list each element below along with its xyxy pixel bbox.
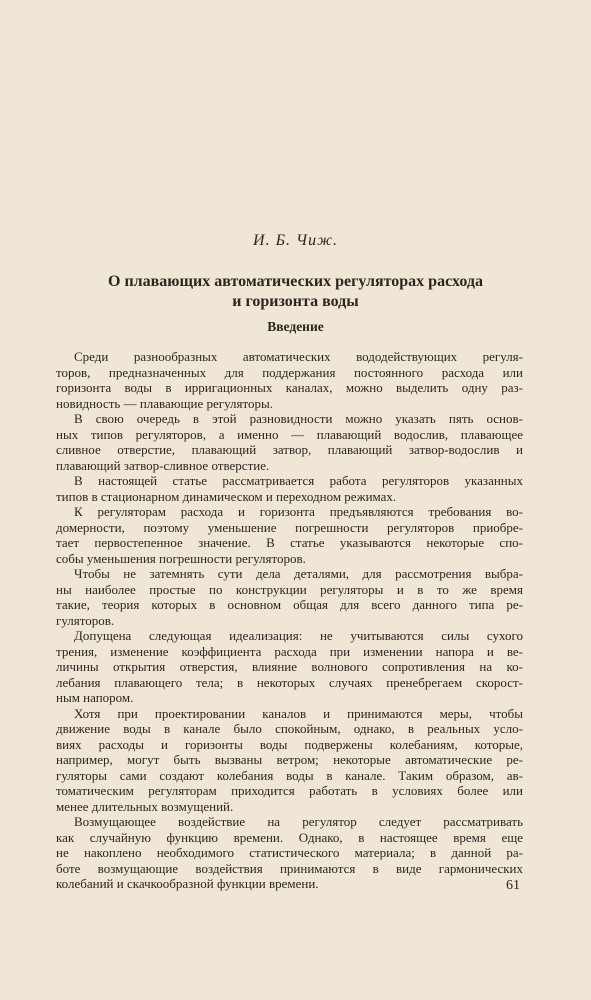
text-line: собы уменьшения погрешности регуляторов. — [56, 550, 306, 566]
text-line: ны наиболее простые по конструкции регуляторы и в то же время — [56, 581, 523, 597]
text-line: новидность — плавающие регуляторы. — [56, 395, 273, 411]
text-line: горизонта воды в ирригационных каналах, можно выделить одну раз- — [56, 380, 523, 395]
page-number: 61 — [506, 878, 520, 893]
text-line: гуляторов. — [56, 612, 115, 628]
paragraph — [56, 566, 523, 628]
text-line: К регуляторам расхода и горизонта предъявляются требования во- — [74, 504, 523, 519]
text-line: ных типов регуляторов, а именно — плавающий водослив, плавающее — [56, 426, 523, 442]
text-line: В настоящей статье рассматривается работа регуляторов указанных — [74, 473, 523, 488]
paragraph — [56, 411, 523, 473]
paragraph — [56, 473, 523, 504]
text-line: личины открытия отверстия, влияние волнового сопротивления на ко- — [56, 659, 523, 674]
paragraph — [56, 628, 523, 706]
text-line: виях расходы и горизонты воды подвержены колебаниям, которые, — [56, 736, 523, 752]
paragraph — [56, 349, 523, 411]
title-line-1: О плавающих автоматических регуляторах расхода — [108, 273, 483, 290]
text-line: такие, теория которых в основном общая для всего данного типа ре- — [56, 597, 523, 612]
section-heading: Введение — [267, 319, 324, 334]
text-line: томатическим регуляторам приходится работать в условиях более или — [56, 783, 523, 798]
article-title — [40, 272, 551, 312]
text-line: В свою очередь в этой разновидности можно указать пять основ- — [74, 411, 523, 426]
text-line: не накоплено необходимого статистического материала; в данной ра- — [56, 845, 523, 860]
text-line: торов, предназначенных для поддержания постоянного расхода или — [56, 364, 523, 380]
text-line: типов в стационарном динамическом и переходном режимах. — [56, 488, 397, 504]
text-line: гуляторы сами создают колебания воды в канале. Таким образом, ав- — [56, 767, 523, 783]
text-line: как случайную функцию времени. Однако, в настоящее время еще — [56, 829, 523, 845]
article-body — [56, 349, 523, 892]
text-line: боте возмущающие воздействия принимаются в виде гармонических — [56, 860, 523, 876]
text-line: ным напором. — [56, 690, 134, 705]
text-line: например, могут быть вызваны ветром; некоторые автоматические ре- — [56, 752, 523, 767]
text-line: домерности, поэтому уменьшение погрешности регуляторов приобре- — [56, 519, 523, 535]
paragraph — [56, 504, 523, 566]
author-name: И. Б. Чиж. — [253, 232, 338, 249]
text-line: Среди разнообразных автоматических вододействующих регуля- — [74, 349, 523, 364]
text-line: лебания плавающего тела; в некоторых случаях пренебрегаем скорост- — [56, 674, 523, 690]
text-line: менее длительных возмущений. — [56, 798, 234, 814]
text-line: Допущена следующая идеализация: не учитываются силы сухого — [74, 628, 523, 643]
title-line-2: и горизонта воды — [232, 293, 359, 310]
text-line: Возмущающее воздействие на регулятор следует рассматривать — [74, 814, 523, 829]
paragraph — [56, 706, 523, 815]
text-line: движение воды в канале было спокойным, однако, в реальных усло- — [56, 721, 523, 736]
text-line: сливное отверстие, плавающий затвор, плавающий затвор-водослив и — [56, 442, 523, 457]
text-line: плавающий затвор-сливное отверстие. — [56, 457, 270, 473]
text-line: колебаний и скачкообразной функции времени. — [56, 876, 319, 891]
text-line: тает первостепенное значение. В статье указываются некоторые спо- — [56, 535, 523, 550]
text-line: Чтобы не затемнять сути дела деталями, для рассмотрения выбра- — [74, 566, 523, 581]
paragraph — [56, 814, 523, 892]
text-line: Хотя при проектировании каналов и принимаются меры, чтобы — [74, 705, 523, 721]
text-line: трения, изменение коэффициента расхода при изменении напора и ве- — [56, 643, 523, 659]
